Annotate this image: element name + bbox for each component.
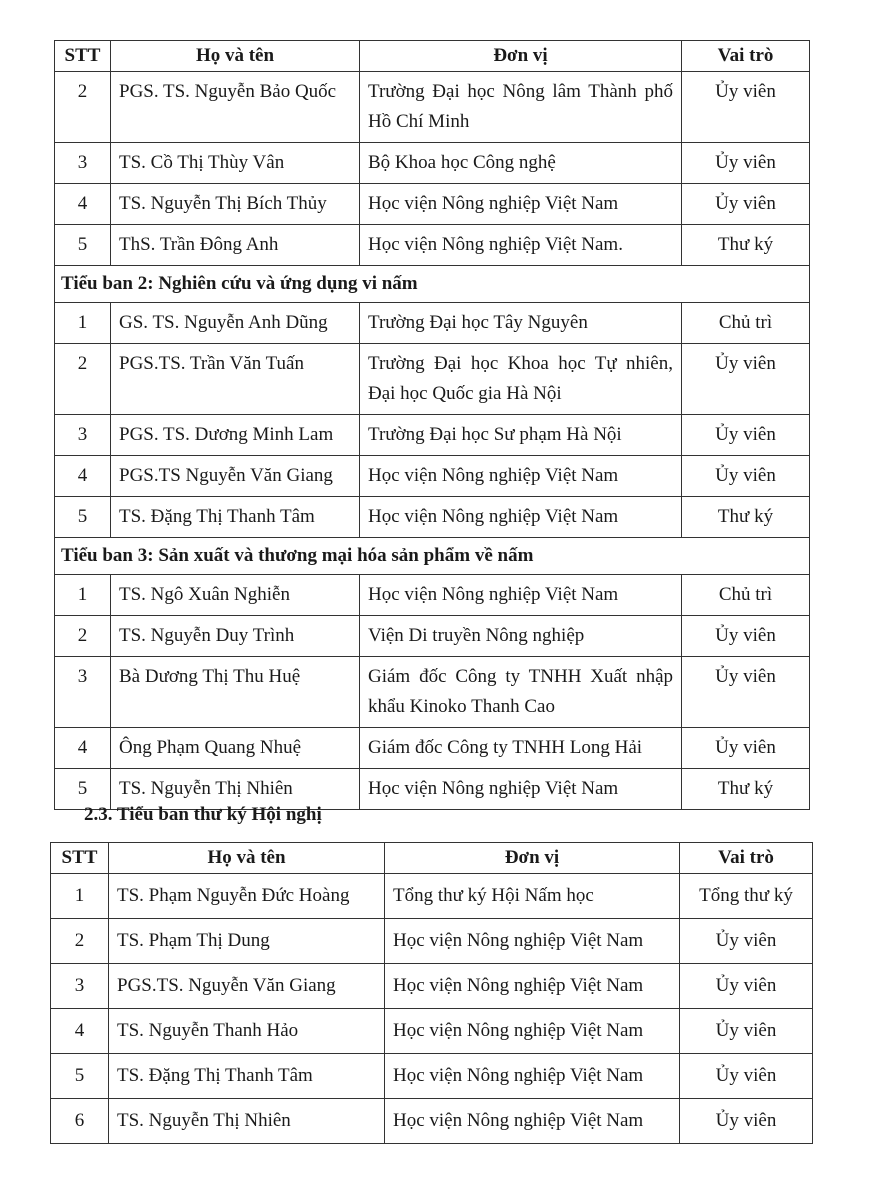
- cell-name: TS. Đặng Thị Thanh Tâm: [109, 1054, 385, 1099]
- col-header-role: Vai trò: [680, 843, 813, 874]
- cell-role: Ủy viên: [682, 657, 810, 728]
- table-row: [55, 728, 810, 769]
- cell-name: PGS.TS. Nguyễn Văn Giang: [109, 964, 385, 1009]
- cell-stt: 4: [55, 728, 111, 769]
- table-header-row: [55, 41, 810, 72]
- cell-stt: 2: [55, 344, 111, 415]
- cell-stt: 2: [55, 72, 111, 143]
- cell-name: Bà Dương Thị Thu Huệ: [111, 657, 360, 728]
- cell-unit: Học viện Nông nghiệp Việt Nam: [385, 1099, 680, 1144]
- table-row: [55, 497, 810, 538]
- col-header-name: Họ và tên: [109, 843, 385, 874]
- cell-unit: Học viện Nông nghiệp Việt Nam: [360, 769, 682, 810]
- cell-unit: Viện Di truyền Nông nghiệp: [360, 616, 682, 657]
- cell-role: Ủy viên: [682, 415, 810, 456]
- cell-name: PGS. TS. Nguyễn Bảo Quốc: [111, 72, 360, 143]
- cell-stt: 3: [55, 657, 111, 728]
- cell-unit: Học viện Nông nghiệp Việt Nam: [360, 184, 682, 225]
- cell-role: Ủy viên: [682, 143, 810, 184]
- cell-unit: Học viện Nông nghiệp Việt Nam: [385, 964, 680, 1009]
- cell-unit: Học viện Nông nghiệp Việt Nam.: [360, 225, 682, 266]
- cell-stt: 3: [55, 415, 111, 456]
- committee-table-1: [54, 40, 810, 810]
- cell-unit: Giám đốc Công ty TNHH Xuất nhập khẩu Kinoko Thanh Cao: [360, 657, 682, 728]
- cell-stt: 4: [55, 184, 111, 225]
- cell-name: TS. Phạm Thị Dung: [109, 919, 385, 964]
- subcommittee-title: Tiểu ban 3: Sản xuất và thương mại hóa sản phẩm về nấm: [55, 538, 810, 575]
- table-row: [55, 184, 810, 225]
- cell-unit: Trường Đại học Tây Nguyên: [360, 303, 682, 344]
- subcommittee-row: [55, 538, 810, 575]
- cell-stt: 4: [55, 456, 111, 497]
- cell-role: Chủ trì: [682, 303, 810, 344]
- cell-role: Chủ trì: [682, 575, 810, 616]
- cell-stt: 3: [51, 964, 109, 1009]
- cell-role: Ủy viên: [682, 184, 810, 225]
- col-header-name: Họ và tên: [111, 41, 360, 72]
- cell-name: ThS. Trần Đông Anh: [111, 225, 360, 266]
- cell-role: Tổng thư ký: [680, 874, 813, 919]
- cell-stt: 1: [55, 575, 111, 616]
- cell-name: PGS. TS. Dương Minh Lam: [111, 415, 360, 456]
- cell-role: Thư ký: [682, 769, 810, 810]
- cell-stt: 1: [51, 874, 109, 919]
- cell-unit: Trường Đại học Nông lâm Thành phố Hồ Chí Minh: [360, 72, 682, 143]
- col-header-role: Vai trò: [682, 41, 810, 72]
- table-row: [51, 874, 813, 919]
- table-row: [51, 1099, 813, 1144]
- col-header-unit: Đơn vị: [385, 843, 680, 874]
- table-row: [55, 344, 810, 415]
- cell-role: Ủy viên: [680, 1009, 813, 1054]
- col-header-stt: STT: [51, 843, 109, 874]
- cell-role: Ủy viên: [682, 456, 810, 497]
- cell-name: TS. Nguyễn Thị Bích Thủy: [111, 184, 360, 225]
- cell-stt: 5: [55, 225, 111, 266]
- cell-stt: 2: [51, 919, 109, 964]
- table-row: [55, 143, 810, 184]
- cell-name: PGS.TS. Trần Văn Tuấn: [111, 344, 360, 415]
- cell-unit: Học viện Nông nghiệp Việt Nam: [385, 1009, 680, 1054]
- table-body: [55, 72, 810, 810]
- cell-role: Ủy viên: [680, 1099, 813, 1144]
- table-row: [55, 72, 810, 143]
- table-row: [51, 1009, 813, 1054]
- cell-name: TS. Nguyễn Thị Nhiên: [109, 1099, 385, 1144]
- cell-unit: Học viện Nông nghiệp Việt Nam: [360, 497, 682, 538]
- cell-unit: Giám đốc Công ty TNHH Long Hải: [360, 728, 682, 769]
- col-header-unit: Đơn vị: [360, 41, 682, 72]
- subcommittee-title: Tiểu ban 2: Nghiên cứu và ứng dụng vi nấm: [55, 266, 810, 303]
- cell-stt: 4: [51, 1009, 109, 1054]
- table-row: [51, 1054, 813, 1099]
- cell-name: PGS.TS Nguyễn Văn Giang: [111, 456, 360, 497]
- table-row: [55, 575, 810, 616]
- table-row: [55, 225, 810, 266]
- section-heading: 2.3. Tiểu ban thư ký Hội nghị: [84, 804, 322, 825]
- cell-unit: Học viện Nông nghiệp Việt Nam: [385, 1054, 680, 1099]
- cell-stt: 5: [55, 769, 111, 810]
- cell-role: Ủy viên: [682, 728, 810, 769]
- table-row: [55, 303, 810, 344]
- cell-unit: Trường Đại học Sư phạm Hà Nội: [360, 415, 682, 456]
- cell-name: TS. Nguyễn Thị Nhiên: [111, 769, 360, 810]
- cell-role: Ủy viên: [682, 72, 810, 143]
- table-row: [51, 919, 813, 964]
- cell-role: Ủy viên: [680, 919, 813, 964]
- cell-unit: Học viện Nông nghiệp Việt Nam: [360, 575, 682, 616]
- cell-name: Ông Phạm Quang Nhuệ: [111, 728, 360, 769]
- cell-unit: Tổng thư ký Hội Nấm học: [385, 874, 680, 919]
- cell-name: TS. Ngô Xuân Nghiễn: [111, 575, 360, 616]
- cell-stt: 5: [51, 1054, 109, 1099]
- cell-role: Thư ký: [682, 225, 810, 266]
- col-header-stt: STT: [55, 41, 111, 72]
- table-row: [55, 456, 810, 497]
- cell-role: Ủy viên: [680, 964, 813, 1009]
- cell-role: Thư ký: [682, 497, 810, 538]
- cell-name: TS. Nguyễn Duy Trình: [111, 616, 360, 657]
- cell-stt: 3: [55, 143, 111, 184]
- secretariat-table: [50, 842, 813, 1144]
- subcommittee-row: [55, 266, 810, 303]
- cell-stt: 1: [55, 303, 111, 344]
- cell-role: Ủy viên: [680, 1054, 813, 1099]
- cell-name: TS. Phạm Nguyễn Đức Hoàng: [109, 874, 385, 919]
- cell-unit: Bộ Khoa học Công nghệ: [360, 143, 682, 184]
- cell-stt: 6: [51, 1099, 109, 1144]
- table-row: [55, 657, 810, 728]
- table-body: [51, 874, 813, 1144]
- cell-name: TS. Đặng Thị Thanh Tâm: [111, 497, 360, 538]
- cell-name: TS. Nguyễn Thanh Hảo: [109, 1009, 385, 1054]
- table-row: [51, 964, 813, 1009]
- cell-role: Ủy viên: [682, 344, 810, 415]
- cell-name: GS. TS. Nguyễn Anh Dũng: [111, 303, 360, 344]
- cell-unit: Trường Đại học Khoa học Tự nhiên, Đại học Quốc gia Hà Nội: [360, 344, 682, 415]
- cell-name: TS. Cồ Thị Thùy Vân: [111, 143, 360, 184]
- table-row: [55, 415, 810, 456]
- table-row: [55, 616, 810, 657]
- cell-unit: Học viện Nông nghiệp Việt Nam: [360, 456, 682, 497]
- cell-stt: 5: [55, 497, 111, 538]
- table-header-row: [51, 843, 813, 874]
- cell-role: Ủy viên: [682, 616, 810, 657]
- cell-stt: 2: [55, 616, 111, 657]
- cell-unit: Học viện Nông nghiệp Việt Nam: [385, 919, 680, 964]
